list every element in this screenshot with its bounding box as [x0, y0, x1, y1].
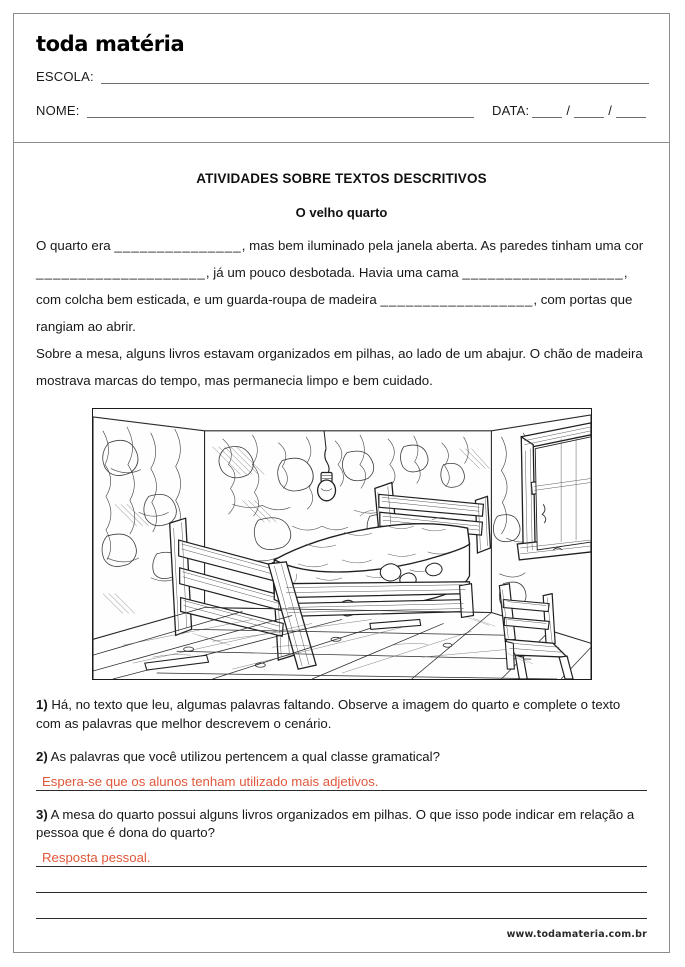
room-sketch-svg	[93, 409, 591, 679]
question-3-number: 3)	[36, 806, 48, 822]
question-1-text: Há, no texto que leu, algumas palavras faltando. Observe a imagem do quarto e complete o texto com as palavras que melhor descrevem o cenário.	[36, 697, 621, 731]
date-day-input[interactable]	[532, 107, 562, 118]
blank-2[interactable]: ____________________	[36, 265, 206, 280]
passage-text-e: , com portas que rangiam ao abrir.	[36, 292, 633, 334]
name-field-row	[36, 104, 649, 118]
question-2-answer: Espera-se que os alunos tenham utilizado mais adjetivos.	[42, 773, 379, 789]
room-illustration	[92, 408, 592, 680]
passage-text-b: , mas bem iluminado pela janela aberta. As paredes tinham uma cor	[241, 238, 644, 253]
question-1-number: 1)	[36, 697, 48, 712]
question-2-text: As palavras que você utilizou pertencem a qual classe gramatical?	[47, 749, 440, 764]
passage-text-d: , com colcha bem esticada, e um guarda-roupa de madeira	[36, 265, 628, 307]
blank-4[interactable]: __________________	[380, 292, 534, 307]
page-header	[14, 14, 669, 143]
passage-text-c: , já um pouco desbotada. Havia uma cama	[205, 265, 463, 280]
questions-section	[36, 696, 647, 919]
school-field-row	[36, 70, 649, 84]
illustration-wrapper	[36, 408, 647, 680]
date-field-group	[492, 104, 649, 118]
date-month-input[interactable]	[574, 107, 604, 118]
page-title: ATIVIDADES SOBRE TEXTOS DESCRITIVOS	[196, 171, 487, 186]
question-3-answer-line-2[interactable]	[36, 867, 647, 893]
brand-logo: toda matéria	[36, 32, 185, 56]
question-2-answer-line[interactable]	[36, 770, 647, 791]
date-separator-1: /	[566, 103, 571, 118]
name-input-line[interactable]	[87, 107, 474, 118]
school-input-line[interactable]	[101, 73, 649, 84]
question-2-number: 2)	[36, 749, 48, 764]
passage-paragraph-2: Sobre a mesa, alguns livros estavam organizados em pilhas, ao lado de um abajur. O chão de madeira mostrava marcas do tempo, mas permanecia limpo e bem cuidado.	[36, 346, 643, 388]
question-3-answer-line-3[interactable]	[36, 893, 647, 919]
date-year-input[interactable]	[616, 107, 646, 118]
school-label: ESCOLA:	[36, 69, 94, 84]
footer-url: www.todamateria.com.br	[506, 929, 647, 940]
question-3-answer: Resposta pessoal.	[42, 849, 151, 865]
passage-title: O velho quarto	[295, 205, 388, 220]
date-separator-2: /	[608, 103, 612, 118]
passage-text-a: O quarto era	[36, 238, 115, 253]
question-3	[36, 806, 647, 919]
name-label: NOME:	[36, 103, 80, 118]
question-1	[36, 696, 647, 733]
question-2	[36, 748, 647, 791]
blank-3[interactable]: ___________________	[462, 265, 624, 280]
passage-paragraph-1	[36, 232, 647, 340]
date-label: DATA:	[492, 103, 530, 118]
blank-1[interactable]: _______________	[114, 238, 242, 253]
worksheet-page	[13, 13, 670, 953]
question-3-text: A mesa do quarto possui alguns livros organizados em pilhas. O que isso pode indicar em relação a pessoa que é dona do quarto?	[36, 806, 635, 840]
worksheet-content	[14, 171, 669, 919]
question-3-answer-line-1[interactable]	[36, 846, 647, 867]
